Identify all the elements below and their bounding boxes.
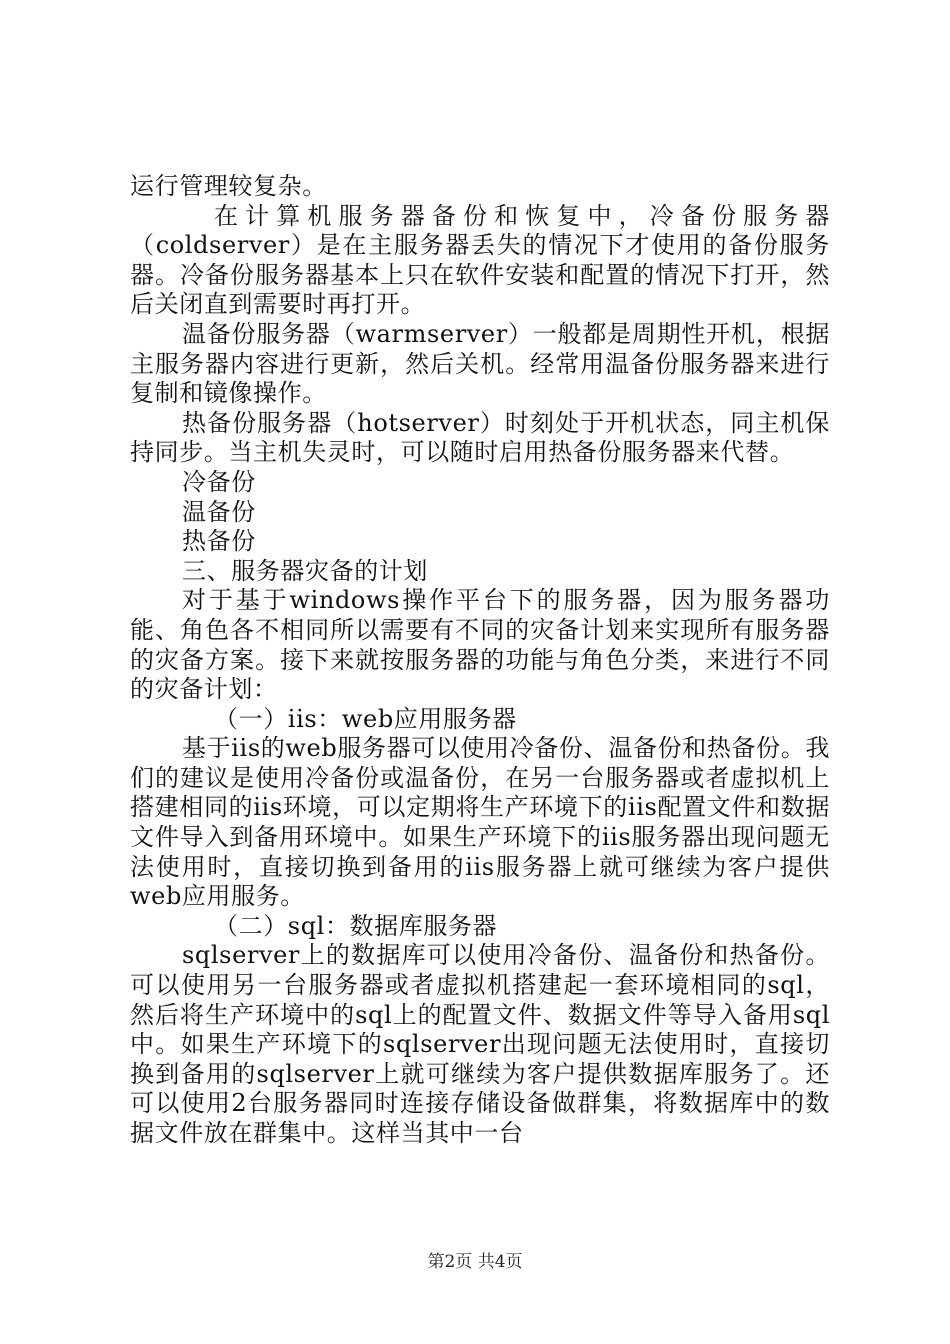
paragraph-hot-server: 热备份服务器（hotserver）时刻处于开机状态，同主机保持同步。当主机失灵时，可以随时启用热备份服务器来代替。: [130, 408, 830, 467]
paragraph-continuation: 运行管理较复杂。: [130, 172, 327, 200]
page-footer: 第2页 共4页: [427, 1252, 523, 1272]
document-body: [130, 172, 830, 1149]
list-item-warm: 温备份: [182, 497, 256, 526]
subheading-sql: （二）sql：数据库服务器: [214, 911, 498, 940]
section-heading-plan: 三、服务器灾备的计划: [182, 556, 428, 585]
paragraph-plan-intro: 对于基于windows操作平台下的服务器，因为服务器功能、角色各不相同所以需要有不同的灾备计划来实现所有服务器的灾备方案。接下来就按服务器的功能与角色分类，来进行不同的灾备计划：: [130, 586, 830, 704]
subheading-iis: （一）iis：web应用服务器: [214, 704, 517, 733]
paragraph-iis: 基于iis的web服务器可以使用冷备份、温备份和热备份。我们的建议是使用冷备份或温备份，在另一台服务器或者虚拟机上搭建相同的iis环境，可以定期将生产环境下的iis配置文件和数据文件导入到备用环境中。如果生产环境下的iis服务器出现问题无法使用时，直接切换到备用的iis服务器上就可继续为客户提供web应用服务。: [130, 734, 830, 911]
paragraph-cold-server: 在计算机服务器备份和恢复中，冷备份服务器（coldserver）是在主服务器丢失的情况下才使用的备份服务器。冷备份服务器基本上只在软件安装和配置的情况下打开，然后关闭直到需要时再打开。: [130, 201, 830, 319]
list-item-hot: 热备份: [182, 527, 256, 556]
paragraph-sql: sqlserver上的数据库可以使用冷备份、温备份和热备份。可以使用另一台服务器或者虚拟机搭建起一套环境相同的sql，然后将生产环境中的sql上的配置文件、数据文件等导入备用sql中。如果生产环境下的sqlserver出现问题无法使用时，直接切换到备用的sqlserver上就可继续为客户提供数据库服务了。还可以使用2台服务器同时连接存储设备做群集，将数据库中的数据文件放在群集中。这样当其中一台: [130, 941, 830, 1147]
paragraph-warm-server: 温备份服务器（warmserver）一般都是周期性开机，根据主服务器内容进行更新，然后关机。经常用温备份服务器来进行复制和镜像操作。: [130, 319, 830, 408]
list-item-cold: 冷备份: [182, 467, 256, 496]
